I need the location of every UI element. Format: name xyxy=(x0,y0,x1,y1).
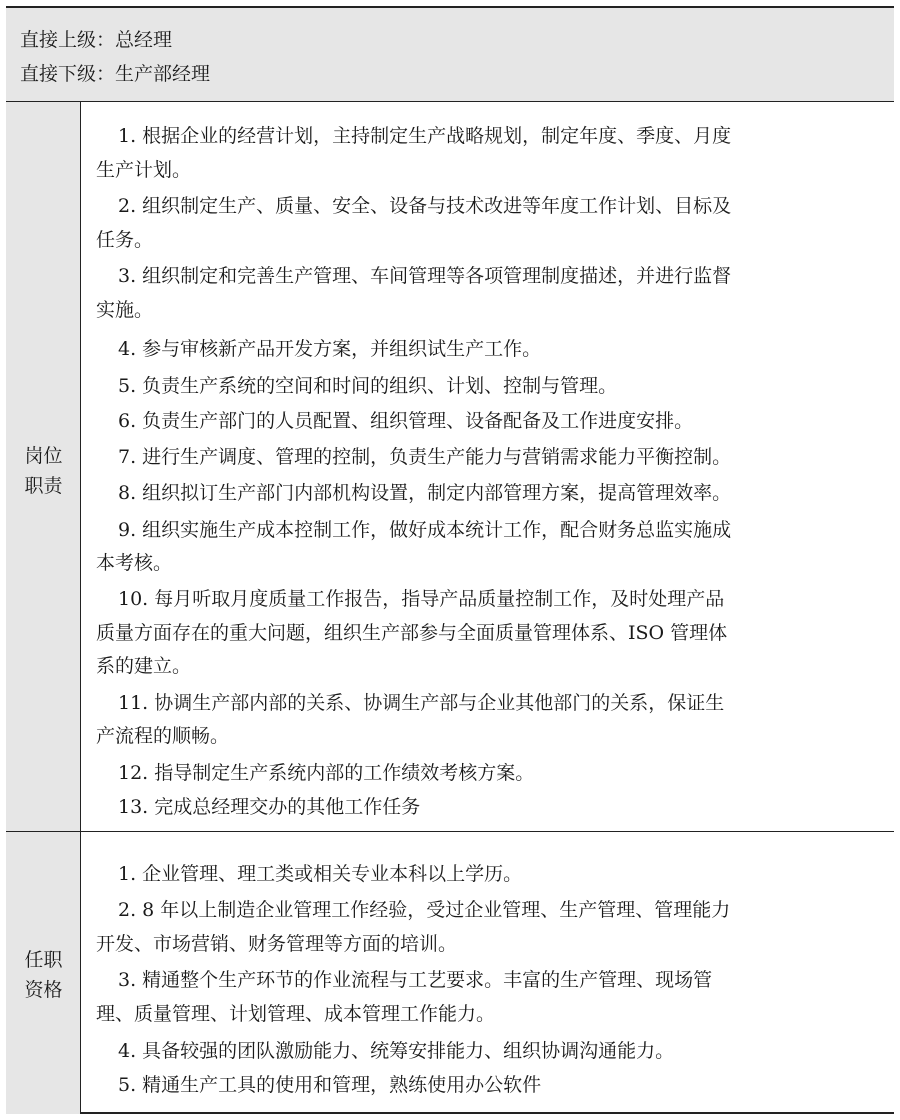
qualification-5: 5. 精通生产工具的使用和管理，熟练使用办公软件 xyxy=(118,1074,542,1096)
duty-3-line-2: 实施。 xyxy=(96,299,154,321)
qualifications-row xyxy=(6,832,894,1114)
duty-10-line-3: 系的建立。 xyxy=(96,655,192,677)
duty-11-line-1: 11. 协调生产部内部的关系、协调生产部与企业其他部门的关系，保证生 xyxy=(118,692,725,714)
qualification-2-line-2: 开发、市场营销、财务管理等方面的培训。 xyxy=(96,933,458,955)
qualification-4: 4. 具备较强的团队激励能力、统筹安排能力、组织协调沟通能力。 xyxy=(118,1040,675,1062)
duty-9-line-2: 本考核。 xyxy=(96,552,173,574)
job-description-table xyxy=(6,6,894,1114)
reporting-header xyxy=(6,8,894,102)
duty-5: 5. 负责生产系统的空间和时间的组织、计划、控制与管理。 xyxy=(118,375,618,397)
qualification-1: 1. 企业管理、理工类或相关专业本科以上学历。 xyxy=(118,863,523,885)
duty-13: 13. 完成总经理交办的其他工作任务 xyxy=(118,796,421,818)
duty-10-line-2: 质量方面存在的重大问题，组织生产部参与全面质量管理体系、ISO 管理体 xyxy=(96,622,728,644)
qualification-3-line-2: 理、质量管理、计划管理、成本管理工作能力。 xyxy=(96,1003,496,1025)
duty-4: 4. 参与审核新产品开发方案，并组织试生产工作。 xyxy=(118,338,542,360)
duty-2-line-2: 任务。 xyxy=(96,229,154,251)
duty-12: 12. 指导制定生产系统内部的工作绩效考核方案。 xyxy=(118,762,535,784)
duties-label-bottom: 职责 xyxy=(24,475,63,497)
duty-9-line-1: 9. 组织实施生产成本控制工作，做好成本统计工作，配合财务总监实施成 xyxy=(118,519,732,541)
qualifications-label-bottom: 资格 xyxy=(24,979,63,1001)
duties-label-top: 岗位 xyxy=(24,445,63,467)
duty-2-line-1: 2. 组织制定生产、质量、安全、设备与技术改进等年度工作计划、目标及 xyxy=(118,195,732,217)
duty-7: 7. 进行生产调度、管理的控制，负责生产能力与营销需求能力平衡控制。 xyxy=(118,446,732,468)
duty-6: 6. 负责生产部门的人员配置、组织管理、设备配备及工作进度安排。 xyxy=(118,410,694,432)
duty-1-line-1: 1. 根据企业的经营计划，主持制定生产战略规划，制定年度、季度、月度 xyxy=(118,125,732,147)
duty-8: 8. 组织拟订生产部门内部机构设置，制定内部管理方案，提高管理效率。 xyxy=(118,482,732,504)
duty-3-line-1: 3. 组织制定和完善生产管理、车间管理等各项管理制度描述，并进行监督 xyxy=(118,265,732,287)
qualifications-label-cell xyxy=(6,832,81,1114)
duties-content xyxy=(82,102,894,831)
duties-label-cell xyxy=(6,102,81,831)
qualification-2-line-1: 2. 8 年以上制造企业管理工作经验，受过企业管理、生产管理、管理能力 xyxy=(118,899,731,921)
direct-superior: 直接上级：总经理 xyxy=(20,29,173,51)
qualifications-content xyxy=(82,832,894,1114)
duties-row xyxy=(6,102,894,832)
qualifications-label-top: 任职 xyxy=(24,949,63,971)
qualification-3-line-1: 3. 精通整个生产环节的作业流程与工艺要求。丰富的生产管理、现场管 xyxy=(118,969,713,991)
duty-11-line-2: 产流程的顺畅。 xyxy=(96,725,230,747)
duty-10-line-1: 10. 每月听取月度质量工作报告，指导产品质量控制工作，及时处理产品 xyxy=(118,588,725,610)
duty-1-line-2: 生产计划。 xyxy=(96,159,192,181)
direct-subordinate: 直接下级：生产部经理 xyxy=(20,63,211,85)
